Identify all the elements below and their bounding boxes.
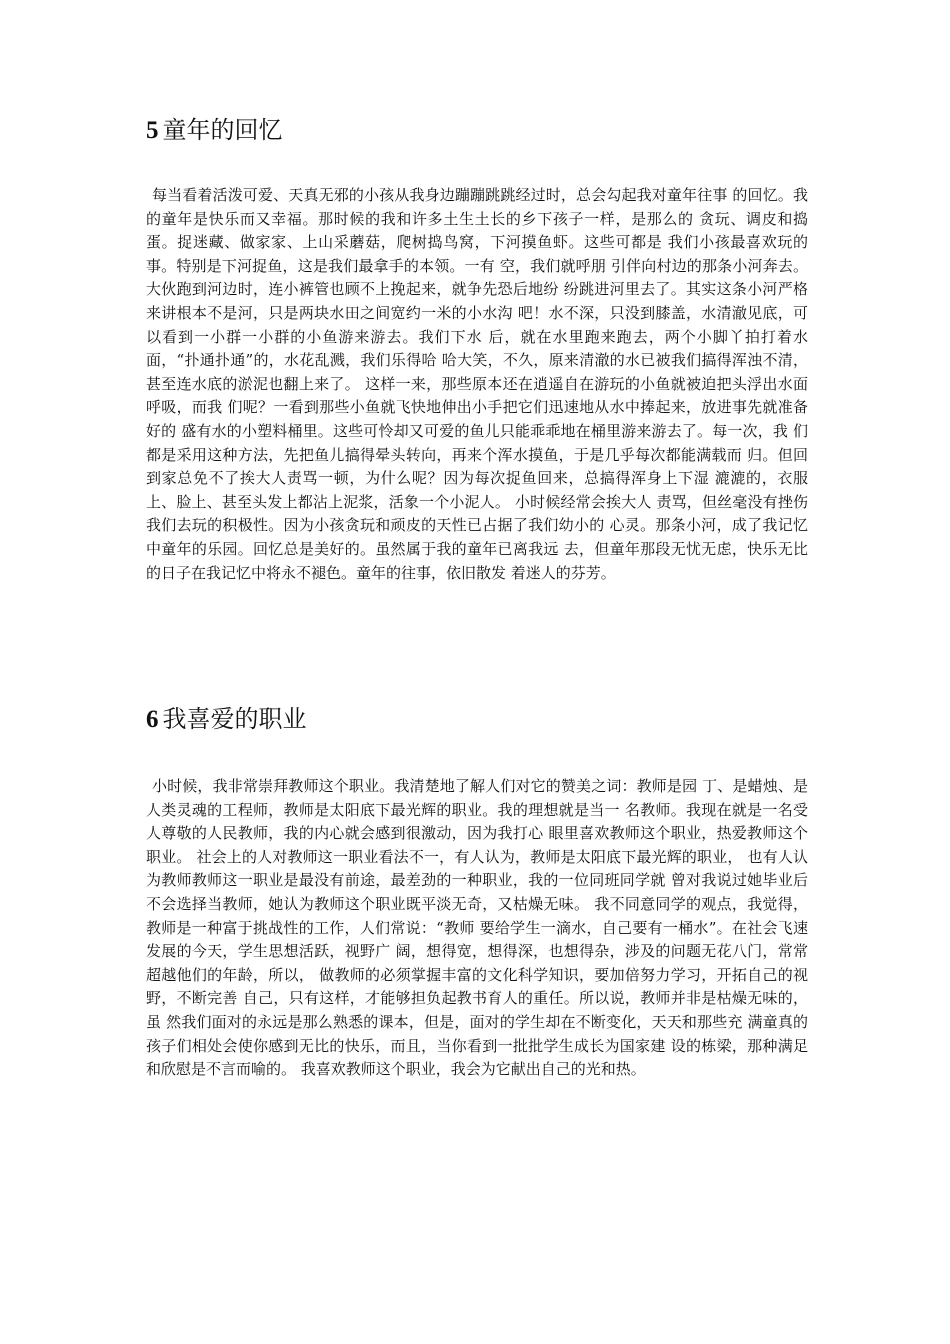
- section-heading: [146, 114, 283, 147]
- section-number: 5: [146, 117, 159, 144]
- section-body: 每当看着活泼可爱、天真无邪的小孩从我身边蹦蹦跳跳经过时，总会勾起我对童年往事 的回忆。我的童年是快乐而又幸福。那时候的我和许多土生土长的乡下孩子一样，是那么的 贪玩、调皮和捣蛋。捉迷藏、做家家、上山采蘑菇，爬树捣鸟窝，下河摸鱼虾。这些可都是 我们小孩最喜欢玩的事。特别是下河捉鱼，这是我们最拿手的本领。一有 空，我们就呼朋 引伴向村边的那条小河奔去。大伙跑到河边时，连小裤管也顾不上挽起来，就争先恐后地纷 纷跳进河里去了。其实这条小河严格来讲根本不是河，只是两块水田之间宽约一米的小水沟 吧！水不深，只没到膝盖，水清澈见底，可以看到一小群一小群的小鱼游来游去。我们下水 后，就在水里跑来跑去，两个小脚丫拍打着水面，“扑通扑通”的，水花乱溅，我们乐得哈 哈大笑，不久，原来清澈的水已被我们搞得浑浊不清，甚至连水底的淤泥也翻上来了。 这样一来，那些原本还在逍遥自在游玩的小鱼就被迫把头浮出水面呼吸，而我 们呢？一看到那些小鱼就飞快地伸出小手把它们迅速地从水中捧起来，放进事先就准备好的 盛有水的小塑料桶里。这些可怜却又可爱的鱼儿只能乖乖地在桶里游来游去了。每一次，我 们都是采用这种方法，先把鱼儿搞得晕头转向，再来个浑水摸鱼，于是几乎每次都能满载而 归。但回到家总免不了挨大人责骂一顿，为什么呢？因为每次捉鱼回来，总搞得浑身上下湿 漉漉的，衣服上、脸上、甚至头发上都沾上泥浆，活象一个小泥人。 小时候经常会挨大人 责骂，但丝毫没有挫伤我们去玩的积极性。因为小孩贪玩和顽皮的天性已占据了我们幼小的 心灵。那条小河，成了我记忆中童年的乐园。回忆总是美好的。虽然属于我的童年已离我远 去，但童年那段无忧无虑，快乐无比的日子在我记忆中将永不褪色。童年的往事，依旧散发 着迷人的芬芳。: [146, 186, 808, 582]
- section-title: 童年的回忆: [162, 116, 283, 144]
- section-heading: [146, 703, 307, 736]
- section-title: 我喜爱的职业: [162, 705, 307, 733]
- section-body: 小时候，我非常崇拜教师这个职业。我清楚地了解人们对它的赞美之词：教师是园 丁、是蜡烛、是人类灵魂的工程师，教师是太阳底下最光辉的职业。我的理想就是当一 名教师。我现在就是一名受人尊敬的人民教师，我的内心就会感到很激动，因为我打心 眼里喜欢教师这个职业，热爱教师这个职业。 社会上的人对教师这一职业看法不一，有人认为，教师是太阳底下最光辉的职业， 也有人认为教师教师这一职业是最没有前途，最差劲的一种职业，我的一位同班同学就 曾对我说过她毕业后不会选择当教师，她认为教师这个职业既平淡无奇，又枯燥无味。 我不同意同学的观点，我觉得，教师是一种富于挑战性的工作，人们常说：“教师 要给学生一滴水，自己要有一桶水”。在社会飞速发展的今天，学生思想活跃，视野广 阔，想得宽，想得深，也想得杂，涉及的问题无花八门，常常超越他们的年龄，所以， 做教师的必须掌握丰富的文化科学知识，要加倍努力学习，开拓自己的视野，不断完善 自己，只有这样，才能够担负起教书育人的重任。所以说，教师并非是枯燥无味的，虽 然我们面对的永远是那么熟悉的课本，但是，面对的学生却在不断变化，天天和那些充 满童真的孩子们相处会使你感到无比的快乐，而且，当你看到一批批学生成长为国家建 设的栋梁，那种满足和欣慰是不言而喻的。 我喜欢教师这个职业，我会为它献出自己的光和热。: [146, 777, 808, 1079]
- section-number: 6: [146, 706, 159, 733]
